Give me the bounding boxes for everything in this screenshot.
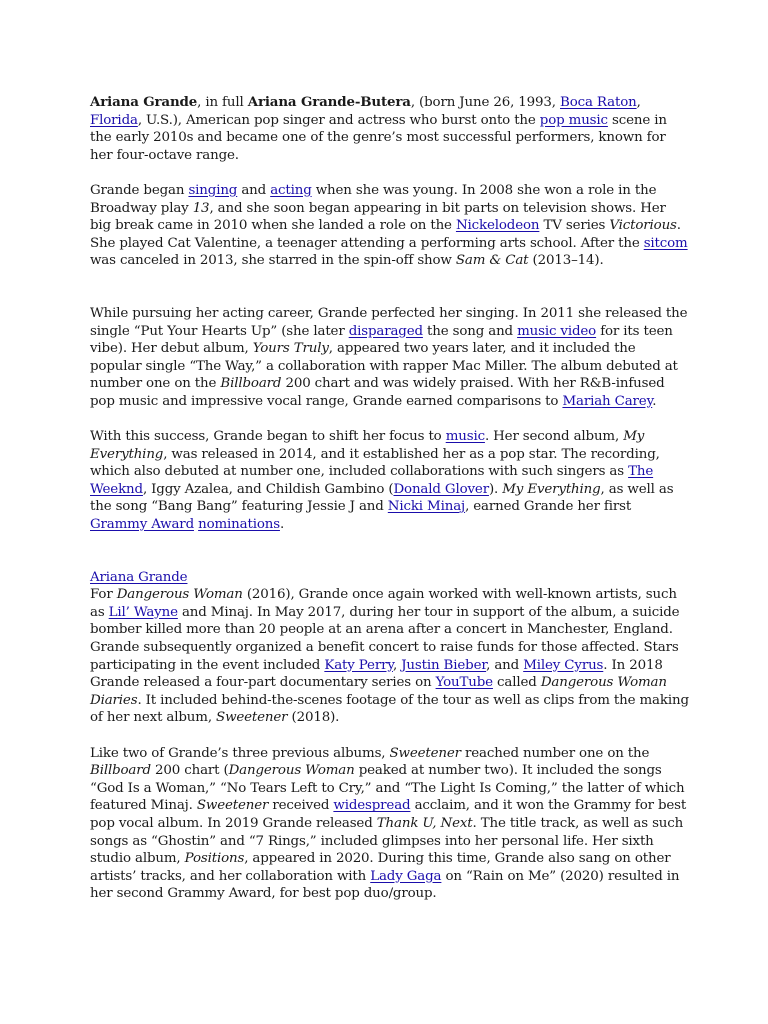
link-lady-gaga[interactable]: Lady Gaga — [370, 868, 442, 884]
paragraph-early-career: Grande began singing and acting when she was young. In 2008 she won a role in the Broadway play 13, and she soon began appearing in bit parts on television shows. Her big break came in 2010 when she landed a role on the Nickelodeon TV series Victorious. She played Cat Valentine, a teenager attending a performing arts school. After the sitcom was canceled in 2013, she starred in the spin-off show Sam & Cat (2013–14). — [90, 182, 688, 269]
paragraph-debut: While pursuing her acting career, Grande perfected her singing. In 2011 she released the single “Put Your Hearts Up” (she later disparaged the song and music video for its teen vibe). Her debut album, Yours Truly, appeared two years later, and it included the popular single “The Way,” a collaboration with rapper Mac Miller. The album debuted at number one on the Billboard 200 chart and was widely praised. With her R&B-infused pop music and impressive vocal range, Grande earned comparisons to Mariah Carey. — [90, 305, 688, 409]
link-boca-raton[interactable]: Boca Raton — [560, 95, 637, 110]
article-body — [90, 94, 690, 903]
link-grammy-award[interactable]: Grammy Award — [90, 517, 194, 533]
link-nominations[interactable]: nominations — [198, 517, 280, 533]
link-music-video[interactable]: music video — [517, 323, 597, 339]
link-florida[interactable]: Florida — [90, 112, 138, 128]
link-miley-cyrus[interactable]: Miley Cyrus — [523, 657, 604, 673]
subject-name: Ariana Grande — [90, 94, 198, 110]
link-disparaged[interactable]: disparaged — [348, 323, 423, 339]
link-singing[interactable]: singing — [188, 182, 238, 198]
link-sitcom[interactable]: sitcom — [643, 235, 688, 251]
link-justin-bieber[interactable]: Justin Bieber — [401, 657, 487, 673]
link-katy-perry[interactable]: Katy Perry — [324, 657, 393, 673]
link-acting[interactable]: acting — [270, 182, 312, 198]
link-nickelodeon[interactable]: Nickelodeon — [455, 218, 540, 234]
paragraph-intro: Ariana Grande, in full Ariana Grande-Butera, (born June 26, 1993, Boca Raton, Florida, U.S.), American pop singer and actress who burst onto the pop music scene in the early 2010s and became one of the genre’s most successful performers, known for her four-octave range. — [90, 94, 667, 163]
link-the-weeknd[interactable]: The Weeknd — [90, 464, 654, 497]
paragraph-sweetener: Like two of Grande’s three previous albums, Sweetener reached number one on the Billboard 200 chart (Dangerous Woman peaked at number two). It included the songs “God Is a Woman,” “No Tears Left to Cry,” and “The Light Is Coming,” the latter of which featured Minaj. Sweetener received widespread acclaim, and it won the Grammy for best pop vocal album. In 2019 Grande released Thank U, Next. The title track, as well as such songs as “Ghostin” and “7 Rings,” included glimpses into her personal life. Her sixth studio album, Positions, appeared in 2020. During this time, Grande also sang on other artists’ tracks, and her collaboration with Lady Gaga on “Rain on Me” (2020) resulted in her second Grammy Award, for best pop duo/group. — [90, 745, 687, 902]
link-youtube[interactable]: YouTube — [435, 675, 493, 691]
link-pop-music[interactable]: pop music — [539, 112, 608, 128]
link-widespread[interactable]: widespread — [333, 798, 411, 814]
image-caption-link[interactable]: Ariana Grande — [90, 569, 188, 585]
paragraph-dangerous-woman: Ariana Grande For Dangerous Woman (2016), Grande once again worked with well-known artists, such as Lil’ Wayne and Minaj. In May 2017, during her tour in support of the album, a suicide bomber killed more than 20 people at an arena after a concert in Manchester, England. Grande subsequently organized a benefit concert to raise funds for those affected. Stars participating in the event included Katy Perry, Justin Bieber, and Miley Cyrus. In 2018 Grande released a four-part documentary series on YouTube called Dangerous Woman Diaries. It included behind-the-scenes footage of the tour as well as clips from the making of her next album, Sweetener (2018). — [90, 569, 689, 726]
link-mariah-carey[interactable]: Mariah Carey — [562, 393, 653, 409]
link-donald-glover[interactable]: Donald Glover — [393, 481, 489, 497]
link-lil-wayne[interactable]: Lil’ Wayne — [108, 604, 178, 620]
subject-full-name: Ariana Grande-Butera — [247, 94, 411, 110]
link-music[interactable]: music — [445, 429, 485, 445]
link-nicki-minaj[interactable]: Nicki Minaj — [387, 499, 466, 515]
paragraph-second-album: With this success, Grande began to shift her focus to music. Her second album, My Everything, was released in 2014, and it established her as a pop star. The recording, which also debuted at number one, included collaborations with such singers as The Weeknd, Iggy Azalea, and Childish Gambino (Donald Glover). My Everything, as well as the song “Bang Bang” featuring Jessie J and Nicki Minaj, earned Grande her first Grammy Award nominations. — [90, 429, 674, 533]
